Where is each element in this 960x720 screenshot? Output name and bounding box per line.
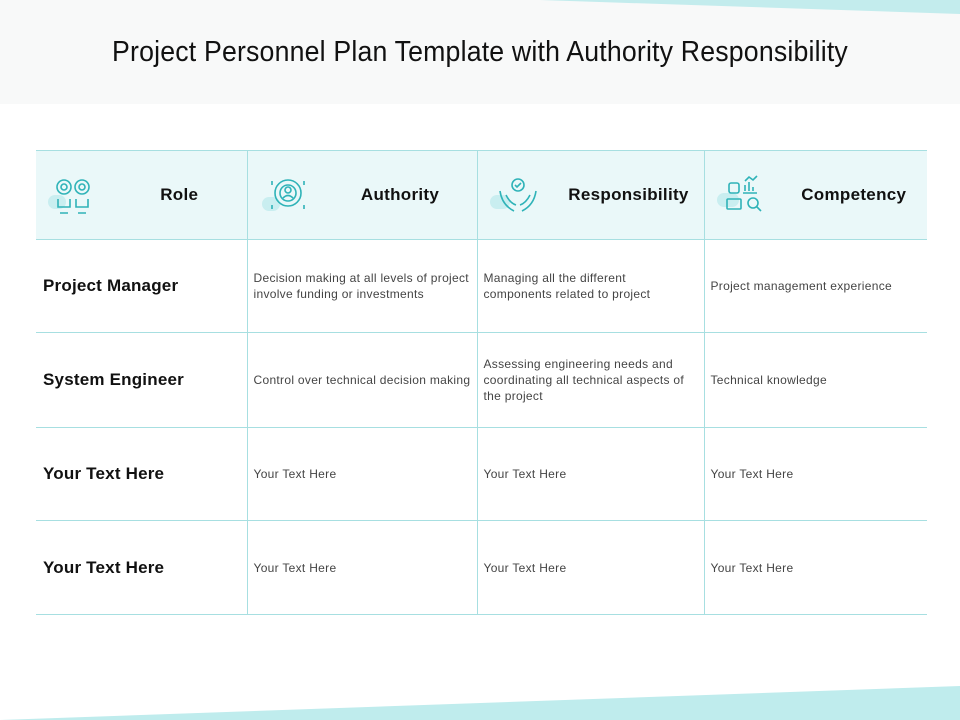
row-role: System Engineer <box>36 333 247 428</box>
personnel-plan-table <box>36 150 927 615</box>
page-title: Project Personnel Plan Template with Authority Responsibility <box>112 36 848 68</box>
header-role-label: Role <box>160 185 199 204</box>
header-responsibility-label: Responsibility <box>568 185 689 204</box>
row-authority: Your Text Here <box>247 521 477 615</box>
header-competency-label: Competency <box>801 185 907 204</box>
header-competency <box>704 151 927 240</box>
row-responsibility: Assessing engineering needs and coordinating all technical aspects of the project <box>477 333 704 428</box>
authority-badge-icon <box>258 173 314 217</box>
row-competency: Your Text Here <box>704 428 927 521</box>
row-authority: Control over technical decision making <box>247 333 477 428</box>
row-role: Project Manager <box>36 240 247 333</box>
bottom-decorative-stripe <box>0 680 960 720</box>
header-role <box>36 151 247 240</box>
table-row <box>36 521 927 615</box>
table-row <box>36 428 927 521</box>
table-header-row <box>36 151 927 240</box>
hands-gear-icon <box>488 173 544 217</box>
row-authority: Your Text Here <box>247 428 477 521</box>
row-responsibility: Your Text Here <box>477 428 704 521</box>
competency-chart-icon <box>715 173 771 217</box>
row-competency: Technical knowledge <box>704 333 927 428</box>
header-authority-label: Authority <box>360 185 440 204</box>
header-responsibility <box>477 151 704 240</box>
row-responsibility: Your Text Here <box>477 521 704 615</box>
row-competency: Project management experience <box>704 240 927 333</box>
table-row <box>36 240 927 333</box>
row-competency: Your Text Here <box>704 521 927 615</box>
row-authority: Decision making at all levels of project involve funding or investments <box>247 240 477 333</box>
top-decorative-stripe <box>0 0 960 30</box>
team-gears-icon <box>46 173 102 217</box>
row-role: Your Text Here <box>36 428 247 521</box>
header-authority <box>247 151 477 240</box>
row-responsibility: Managing all the different components related to project <box>477 240 704 333</box>
table-row <box>36 333 927 428</box>
row-role: Your Text Here <box>36 521 247 615</box>
